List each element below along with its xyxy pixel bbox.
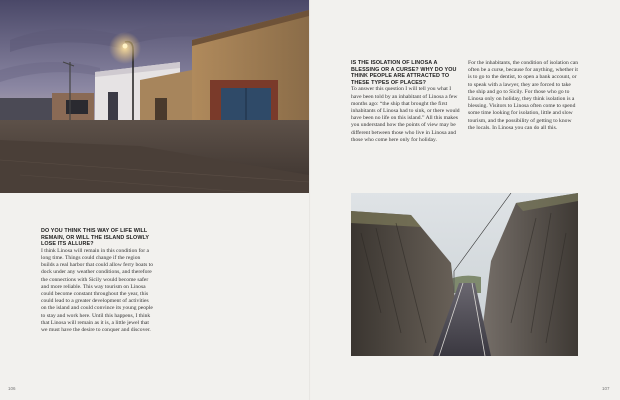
question-1-answer: To answer this question I will tell you what I have been told by an inhabitant of Linosa a few months ago: “the ship that brought the first inhabitants of Linosa had to sink, or there would have been no life on this island.” All this makes you understand how the points of view may be different between those who live in Linosa and those who come here only for holiday. (351, 86, 460, 143)
road-through-rock-cut-photo (351, 193, 578, 356)
page-number-left: 106 (8, 386, 16, 391)
question-1-block (351, 60, 461, 144)
question-2-block (41, 228, 153, 334)
question-2-heading: DO YOU THINK THIS WAY OF LIFE WILL REMAIN, OR WILL THE ISLAND SLOWLY LOSE ITS ALLURE? (41, 228, 150, 248)
page-number-right: 107 (602, 386, 610, 391)
village-street-dusk-photo (0, 0, 309, 193)
question-1-heading: IS THE ISOLATION OF LINOSA A BLESSING OR A CURSE? WHY DO YOU THINK PEOPLE ARE ATTRACTED TO THESE TYPES OF PLACES? (351, 60, 457, 86)
question-2-answer: I think Linosa will remain in this condition for a long time. Things could change if the region builds a real harbor that could allow ferry boats to dock under any weather conditions, and therefore the connections with Sicily would become safer and more reliable. This way tourism on Linosa could become constant throughout the year, this could lead to a greater development of activities on the island and could convince its young people to stay and work here. Until this happens, I think that Linosa will remain as it is, a little jewel that we must have the desire to conquer and discover. (41, 247, 153, 334)
page-gutter (309, 0, 311, 400)
answer-1-continued: For the inhabitants, the condition of isolation can often be a curse, because for anything, whether it is to go to the dentist, to open a bank account, or to speak with a lawyer, they are forced to take the ship and go to Sicily. For those who go to Linosa only on holiday, they think isolation is a blessing. Visitors to Linosa often come to spend some time looking for isolation, little and slow tourism, and the possibility of getting to know the locals. In Linosa you can do all this. (468, 60, 578, 131)
answer-1-continued-block (468, 60, 578, 132)
